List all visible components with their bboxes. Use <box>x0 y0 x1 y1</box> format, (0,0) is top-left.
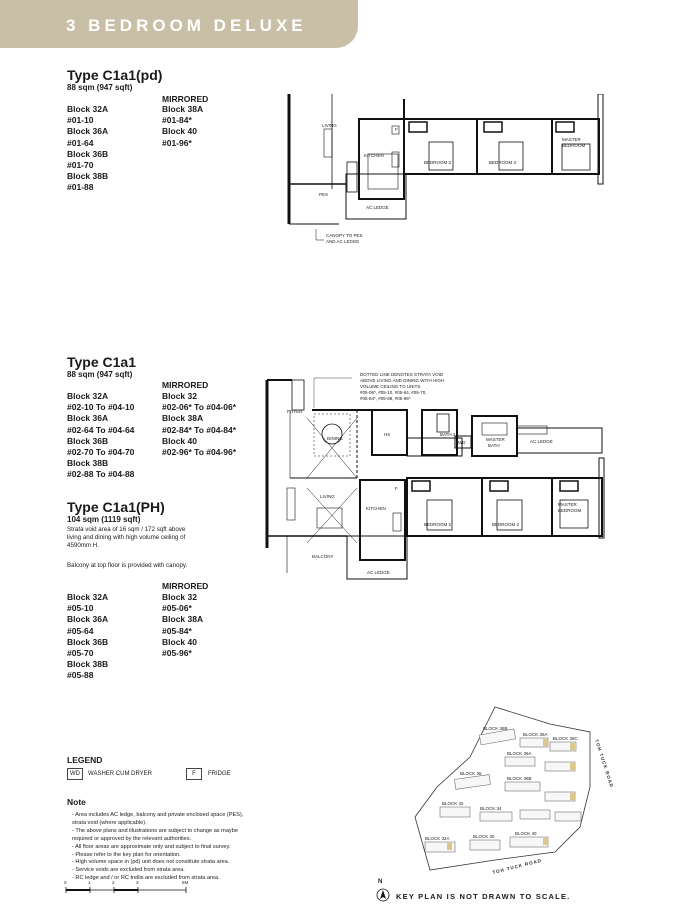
scale-label-1: 1 <box>88 880 91 885</box>
plan1-master-label-2: BEDROOM <box>562 143 586 148</box>
type-c1a1-title: Type C1a1 <box>67 354 136 370</box>
plan1-fridge-label: F <box>395 127 398 132</box>
void-note-3: VOLUME CEILING TO UNITS <box>360 384 421 389</box>
keyplan-block-30: BLOCK 30 <box>473 834 495 839</box>
north-arrow-icon <box>376 888 390 902</box>
plan2-balcony-label: BALCONY <box>312 554 334 559</box>
plan1-bedroom3-label: BEDROOM 3 <box>489 160 517 165</box>
void-note-5: #05-84*, #05-88, #05-96* <box>360 396 411 401</box>
legend-fridge-symbol: F <box>186 768 202 780</box>
keyplan-block-34: BLOCK 34 <box>480 806 502 811</box>
plan1-canopy-note-1: CANOPY TO PES <box>326 233 363 238</box>
keyplan-block-38a: BLOCK 38A <box>523 732 548 737</box>
keyplan-block-36b: BLOCK 36B <box>507 776 532 781</box>
mirrored-label: MIRRORED <box>162 581 209 591</box>
scale-label-0: 0 <box>64 880 67 885</box>
keyplan-block-32: BLOCK 32 <box>442 801 464 806</box>
plan2-fridge-label: F <box>395 486 398 491</box>
strata-void-description: Strata void area of 16 sqm / 172 sqft above living and dining with high volume ceiling of 4590mm H. <box>67 526 186 549</box>
keyplan-road-bottom: TOH TUCK ROAD <box>492 857 543 875</box>
block-list-mirrored: Block 32 #05-06* Block 38A #05-84* Block 40 #05-96* <box>162 592 204 659</box>
keyplan-note: KEY PLAN IS NOT DRAWN TO SCALE. <box>396 892 571 901</box>
legend-title: LEGEND <box>67 755 103 765</box>
plan1-kitchen-label: KITCHEN <box>364 153 384 158</box>
scale-bar <box>64 878 194 900</box>
plan1-acledge-label: AC LEDGE <box>366 205 389 210</box>
notes-list: - Area includes AC ledge, balcony and private enclosed space (PES), strata void (where applicable). - The above plans and illustrations are subject to change as maybe required or approved by the relevant authorities. - All floor areas are approximate only and subject to final survey. - Please refer to the key plan for orientation. - High volume space in (pd) unit does not constitute strata area. - Service voids are excluded from strata area. - RC ledge and / or RC trellis are excluded from strata area. <box>72 812 244 882</box>
plan2-acledge-bottom-label: AC LEDGE <box>367 570 390 575</box>
keyplan-block-32a: BLOCK 32A <box>425 836 450 841</box>
type-c1a1pd-area: 88 sqm (947 sqft) <box>67 83 133 92</box>
page-title: 3 BEDROOM DELUXE <box>66 16 307 35</box>
plan1-master-label-1: MASTER <box>562 137 581 142</box>
legend-wd-symbol: WD <box>67 768 83 780</box>
keyplan-block-38c: BLOCK 38C <box>553 736 578 741</box>
plan2-bedroom2-label: BEDROOM 2 <box>424 522 452 527</box>
plan2-acledge-top-label: AC LEDGE <box>530 439 553 444</box>
scale-label-5m: 5M <box>182 880 189 885</box>
scale-label-2: 2 <box>112 880 115 885</box>
void-note-4: #05-06*, #05-10, #05-64, #05-70, <box>360 390 427 395</box>
block-list-mirrored: Block 38A #01-84* Block 40 #01-96* <box>162 104 204 148</box>
scale-label-3: 3 <box>136 880 139 885</box>
keyplan-block-36: BLOCK 36 <box>460 771 482 776</box>
plan2-kitchen-label: KITCHEN <box>366 506 386 511</box>
void-note-1: DOTTED LINE DENOTES STRATA VOID <box>360 372 444 377</box>
plan2-master-label-2: BEDROOM <box>558 508 582 513</box>
plan2-hs-label: HS <box>384 432 391 437</box>
balcony-note: Balcony at top floor is provided with canopy. <box>67 562 188 569</box>
plan2-bath2-label: BATH 2 <box>440 432 456 437</box>
floor-plan-c1a1 <box>262 368 612 590</box>
header-banner <box>0 0 358 48</box>
plan1-pes-label: PES <box>319 192 329 197</box>
mirrored-label: MIRRORED <box>162 94 209 104</box>
block-list-left: Block 32A #05-10 Block 36A #05-64 Block 36B #05-70 Block 38B #05-88 <box>67 592 109 681</box>
void-note-2: ABOVE LIVING AND DINING WITH HIGH <box>360 378 445 383</box>
plan2-master-label-1: MASTER <box>558 502 577 507</box>
plan2-wd-label: WD <box>458 440 466 445</box>
type-c1a1ph-title: Type C1a1(PH) <box>67 499 165 515</box>
plan2-dining-label: DINING <box>327 436 343 441</box>
plan2-living-label: LIVING <box>320 494 335 499</box>
plan1-bedroom2-label: BEDROOM 2 <box>424 160 452 165</box>
mirrored-label: MIRRORED <box>162 380 209 390</box>
north-label: N <box>378 879 383 885</box>
notes-title: Note <box>67 797 86 807</box>
plan2-masterbath-label-1: MASTER <box>486 437 505 442</box>
legend-fridge-text: FRIDGE <box>208 771 231 777</box>
block-list-left: Block 32A #01-10 Block 36A #01-64 Block 36B #01-70 Block 38B #01-88 <box>67 104 109 193</box>
floor-plan-c1a1pd <box>284 94 606 246</box>
type-c1a1ph-area: 104 sqm (1119 sqft) <box>67 515 141 524</box>
block-list-left: Block 32A #02-10 To #04-10 Block 36A #02-64 To #04-64 Block 36B #02-70 To #04-70 Block 38B #02-88 To #04-88 <box>67 391 135 480</box>
type-c1a1-area: 88 sqm (947 sqft) <box>67 370 133 379</box>
keyplan-block-36a: BLOCK 36A <box>507 751 532 756</box>
plan2-foyer-label: FOYER <box>287 409 303 414</box>
plan1-living-label: LIVING <box>322 123 337 128</box>
key-plan <box>385 702 625 877</box>
keyplan-road-right: TOH TUCK ROAD <box>594 738 615 789</box>
legend-wd-text: WASHER CUM DRYER <box>88 771 153 777</box>
plan2-masterbath-label-2: BATH <box>488 443 500 448</box>
plan2-bedroom3-label: BEDROOM 3 <box>492 522 520 527</box>
keyplan-block-40: BLOCK 40 <box>515 831 537 836</box>
keyplan-block-38b: BLOCK 38B <box>483 726 508 731</box>
block-list-mirrored: Block 32 #02-06* To #04-06* Block 38A #02-84* To #04-84* Block 40 #02-96* To #04-96* <box>162 391 237 458</box>
plan1-canopy-note-2: AND AC LEDGE <box>326 239 360 244</box>
type-c1a1pd-title: Type C1a1(pd) <box>67 67 163 83</box>
